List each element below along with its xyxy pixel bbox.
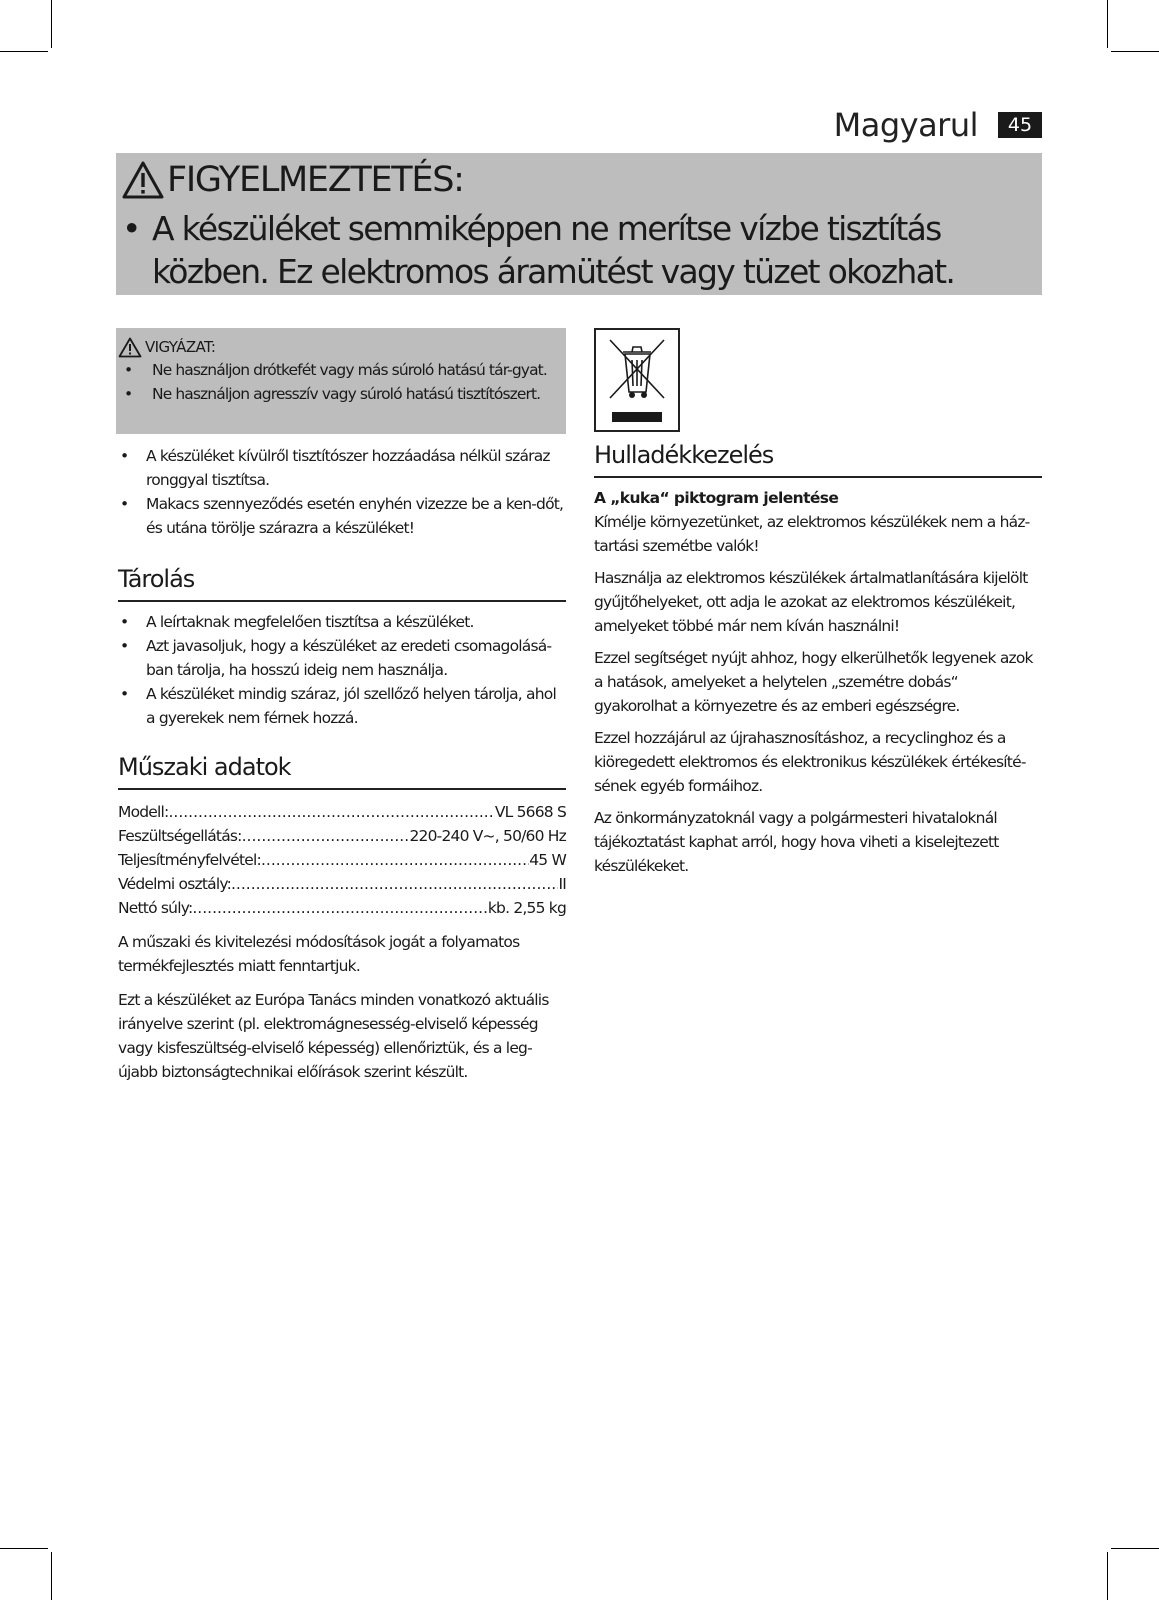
list-item: • A leírtaknak megfelelően tisztítsa a készüléket. xyxy=(120,613,474,631)
warning-box xyxy=(116,153,1042,295)
specs-note: A műszaki és kivitelezési módosítások jogát a folyamatos termékfejlesztés miatt fenntartjuk. xyxy=(118,933,520,975)
list-item: • A készüléket kívülről tisztítószer hozzáadása nélkül száraz ronggyal tisztítsa. xyxy=(120,447,550,489)
crop-mark xyxy=(1111,1548,1159,1549)
disposal-paragraph: Kímélje környezetünket, az elektromos készülékek nem a ház-tartási szemétbe valók! xyxy=(594,513,1030,555)
disposal-paragraph: Ezzel segítséget nyújt ahhoz, hogy elkerülhetők legyenek azok a hatások, amelyeket a helytelen „szemétre dobás“ gyakorolhat a környezetre és az emberi egészségre. xyxy=(594,649,1033,715)
bullet: • xyxy=(122,209,140,248)
disposal-heading: Hulladékkezelés xyxy=(594,440,1042,478)
crop-mark xyxy=(51,1552,52,1600)
warning-text xyxy=(122,207,1032,293)
specs-table xyxy=(118,800,566,920)
caution-box xyxy=(116,328,566,434)
spec-row: Feszültségellátás: ..... 220-240 V~, 50/60 Hz xyxy=(118,824,566,848)
language-label: Magyarul xyxy=(833,106,978,144)
page-number: 45 xyxy=(998,112,1042,138)
crop-mark xyxy=(51,0,52,48)
storage-list xyxy=(118,610,566,730)
disposal-paragraph: Használja az elektromos készülékek ártalmatlanítására kijelölt gyűjtőhelyeket, ott adja le azokat az elektromos készülékeit, amelyeket többé már nem kíván használni! xyxy=(594,569,1028,635)
page-header xyxy=(700,104,1042,146)
crop-mark xyxy=(1107,1552,1108,1600)
crop-mark xyxy=(1111,51,1159,52)
caution-title xyxy=(118,336,558,358)
list-item: • Makacs szennyeződés esetén enyhén vizezze be a ken-dőt, és utána törölje szárazra a készüléket! xyxy=(120,495,564,537)
specs-heading: Műszaki adatok xyxy=(118,752,566,790)
right-column xyxy=(594,328,1042,878)
warning-title-text: FIGYELMEZTETÉS: xyxy=(167,160,464,200)
crop-mark xyxy=(0,51,48,52)
spec-row: Védelmi osztály: ..... II xyxy=(118,872,566,896)
storage-heading: Tárolás xyxy=(118,564,566,602)
caution-title-text: VIGYÁZAT: xyxy=(145,338,216,356)
warning-body: A készüléket semmiképpen ne merítse vízbe tisztítás közben. Ez elektromos áramütést vagy tüzet okozhat. xyxy=(152,209,955,291)
disposal-paragraph: Az önkormányzatoknál vagy a polgármesteri hivataloknál tájékoztatást kaphat arról, hogy hova viheti a kiselejtezett készülékeket. xyxy=(594,809,999,875)
spec-row: Modell: ..... VL 5668 S xyxy=(118,800,566,824)
caution-list xyxy=(118,358,558,406)
list-item: • Azt javasoljuk, hogy a készüléket az eredeti csomagolásá-ban tárolja, ha hosszú ideig nem használja. xyxy=(120,637,552,679)
weee-bin-icon xyxy=(594,328,680,432)
warning-title xyxy=(122,157,464,203)
specs-note: Ezt a készüléket az Európa Tanács minden vonatkozó aktuális irányelve szerint (pl. elektromágnesesség-elviselő képesség vagy kisfeszültség-elviselő képesség) ellenőriztük, és a leg-újabb biztonságtechnikai előírások szerint készült. xyxy=(118,991,549,1081)
crop-mark xyxy=(0,1548,48,1549)
warning-triangle-icon xyxy=(122,161,164,199)
spec-row: Teljesítményfelvétel: ..... 45 W xyxy=(118,848,566,872)
list-item: • Ne használjon drótkefét vagy más súroló hatású tár-gyat. xyxy=(124,361,547,379)
crop-mark xyxy=(1107,0,1108,48)
disposal-subheading: A „kuka“ piktogram jelentése xyxy=(594,489,839,507)
left-column xyxy=(118,328,566,1084)
cleaning-list xyxy=(118,444,566,540)
list-item: • A készüléket mindig száraz, jól szellőző helyen tárolja, ahol a gyerekek nem férnek hozzá. xyxy=(120,685,556,727)
disposal-paragraph: Ezzel hozzájárul az újrahasznosításhoz, a recyclinghoz és a kiöregedett elektromos és elektronikus készülékek értékesíté-sének egyéb formáihoz. xyxy=(594,729,1026,795)
list-item: • Ne használjon agresszív vagy súroló hatású tisztítószert. xyxy=(124,385,541,403)
crossed-bin-icon xyxy=(596,330,678,430)
spec-row: Nettó súly: ..... kb. 2,55 kg xyxy=(118,896,566,920)
warning-triangle-icon xyxy=(118,337,142,358)
